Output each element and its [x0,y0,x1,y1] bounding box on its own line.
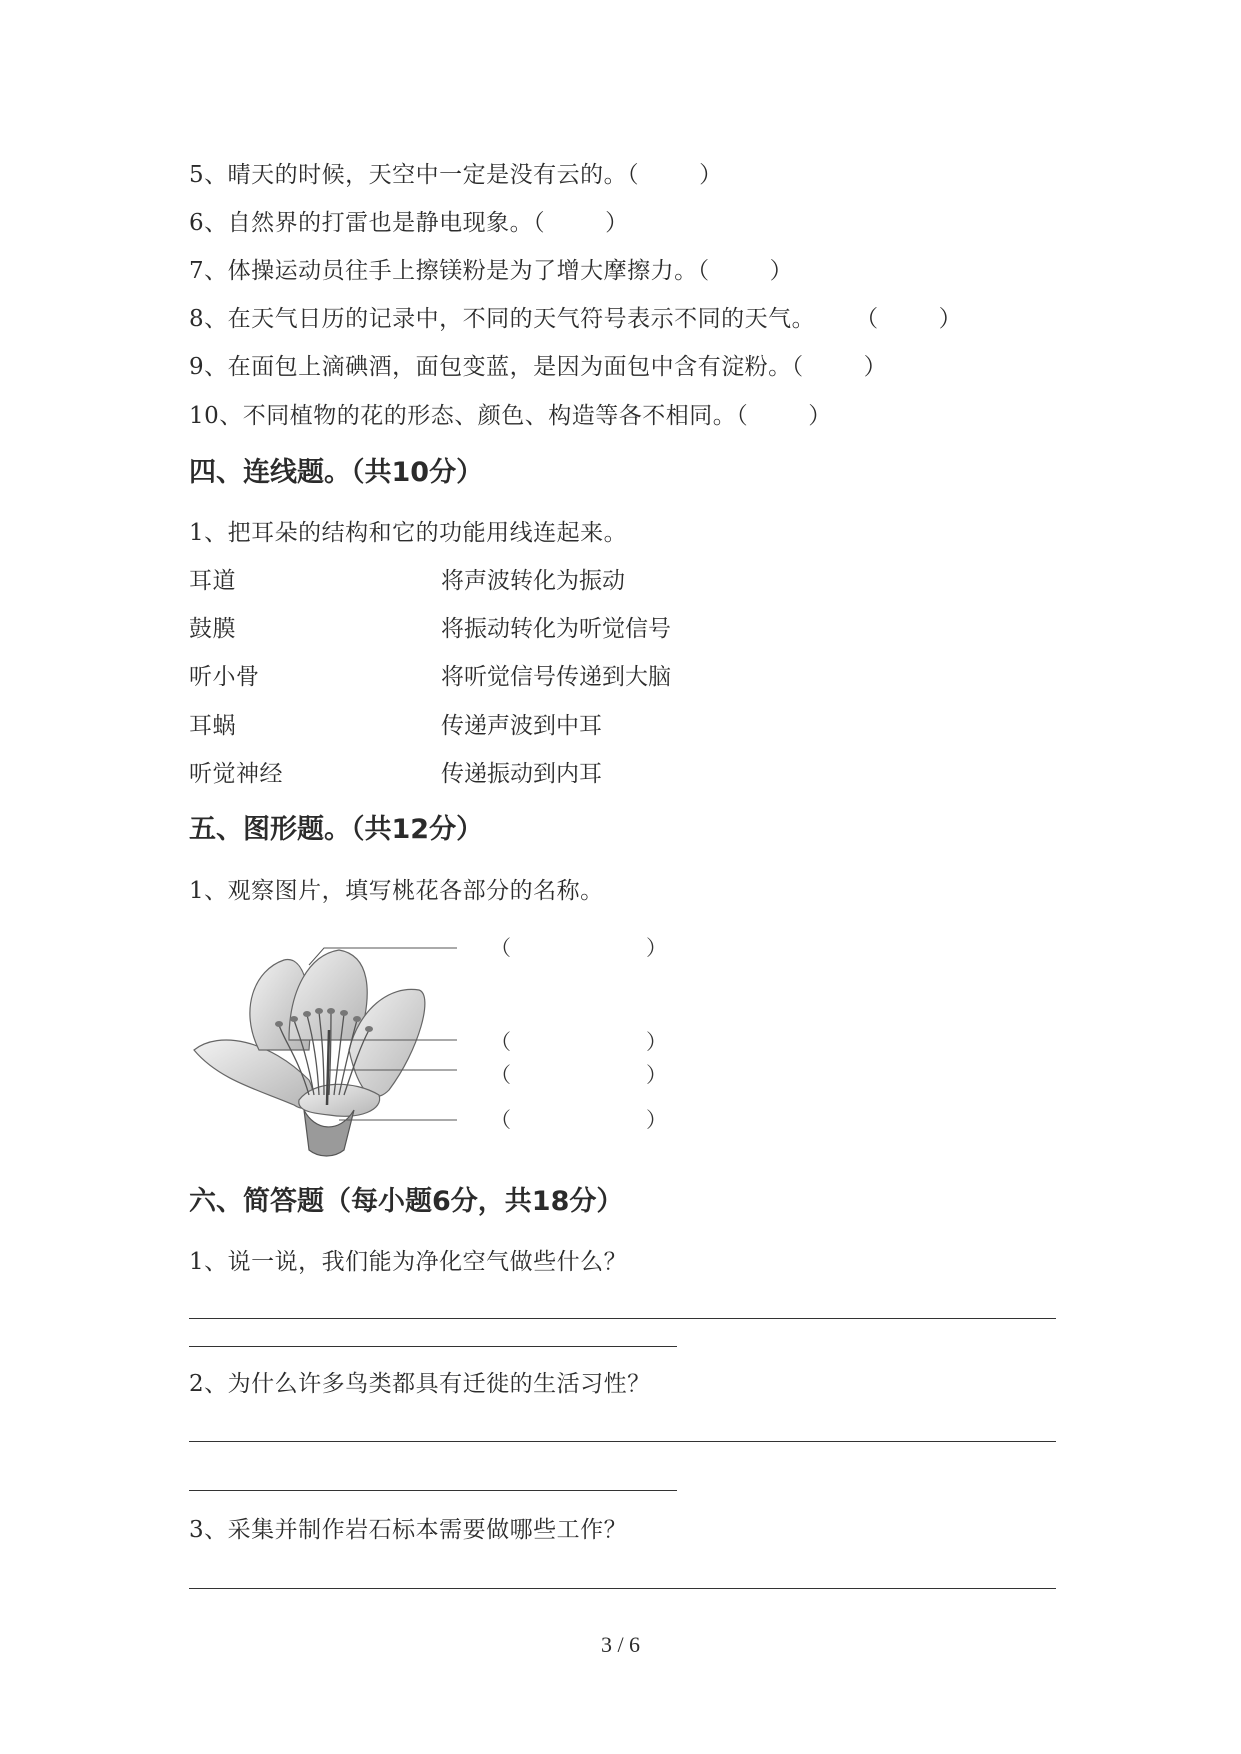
section5-question: 1、观察图片，填写桃花各部分的名称。 [189,878,604,904]
label-bracket-3-close: ） [646,1063,667,1087]
label-bracket-1-open: （ [490,936,511,960]
page-number: 3 / 6 [600,1632,641,1657]
answer-line-q1-a[interactable] [189,1318,1056,1319]
judgement-item-6: 6、自然界的打雷也是静电现象。（ ） [189,210,629,236]
section6-q3: 3、采集并制作岩石标本需要做哪些工作？ [189,1517,628,1543]
section4-title: 四、连线题。（共10分） [189,457,484,488]
section6-title: 六、简答题（每小题6分，共18分） [189,1186,624,1217]
section6-q1: 1、说一说，我们能为净化空气做些什么？ [189,1249,628,1275]
label-bracket-4-open: （ [490,1108,511,1132]
answer-line-q1-b[interactable] [189,1346,677,1347]
judgement-item-10: 10、不同植物的花的形态、颜色、构造等各不相同。（ ） [189,403,832,429]
answer-line-q3-a[interactable] [189,1588,1056,1589]
label-bracket-1-close: ） [646,936,667,960]
match-right-1: 将声波转化为振动 [441,568,625,594]
peach-flower-diagram [189,930,689,1175]
judgement-item-9: 9、在面包上滴碘酒，面包变蓝，是因为面包中含有淀粉。（ ） [189,354,888,380]
label-bracket-4-close: ） [646,1108,667,1132]
judgement-item-5: 5、晴天的时候，天空中一定是没有云的。（ ） [189,162,723,188]
section6-q2: 2、为什么许多鸟类都具有迁徙的生活习性？ [189,1371,651,1397]
section5-title: 五、图形题。（共12分） [189,814,484,845]
label-bracket-2-close: ） [646,1030,667,1054]
match-right-4: 传递声波到中耳 [441,713,602,739]
match-left-4: 耳蜗 [189,713,236,739]
match-right-2: 将振动转化为听觉信号 [441,616,671,642]
label-bracket-3-open: （ [490,1063,511,1087]
section4-question: 1、把耳朵的结构和它的功能用线连起来。 [189,520,628,546]
judgement-item-7: 7、体操运动员往手上擦镁粉是为了增大摩擦力。（ ） [189,258,794,284]
match-left-5: 听觉神经 [189,761,283,787]
answer-line-q2-b[interactable] [189,1490,677,1491]
label-bracket-2-open: （ [490,1030,511,1054]
match-right-3: 将听觉信号传递到大脑 [441,664,671,690]
judgement-item-8: 8、在天气日历的记录中，不同的天气符号表示不同的天气。 （ ） [189,306,963,332]
match-right-5: 传递振动到内耳 [441,761,602,787]
match-left-3: 听小骨 [189,664,260,690]
match-left-1: 耳道 [189,568,236,594]
match-left-2: 鼓膜 [189,616,236,642]
answer-line-q2-a[interactable] [189,1441,1056,1442]
